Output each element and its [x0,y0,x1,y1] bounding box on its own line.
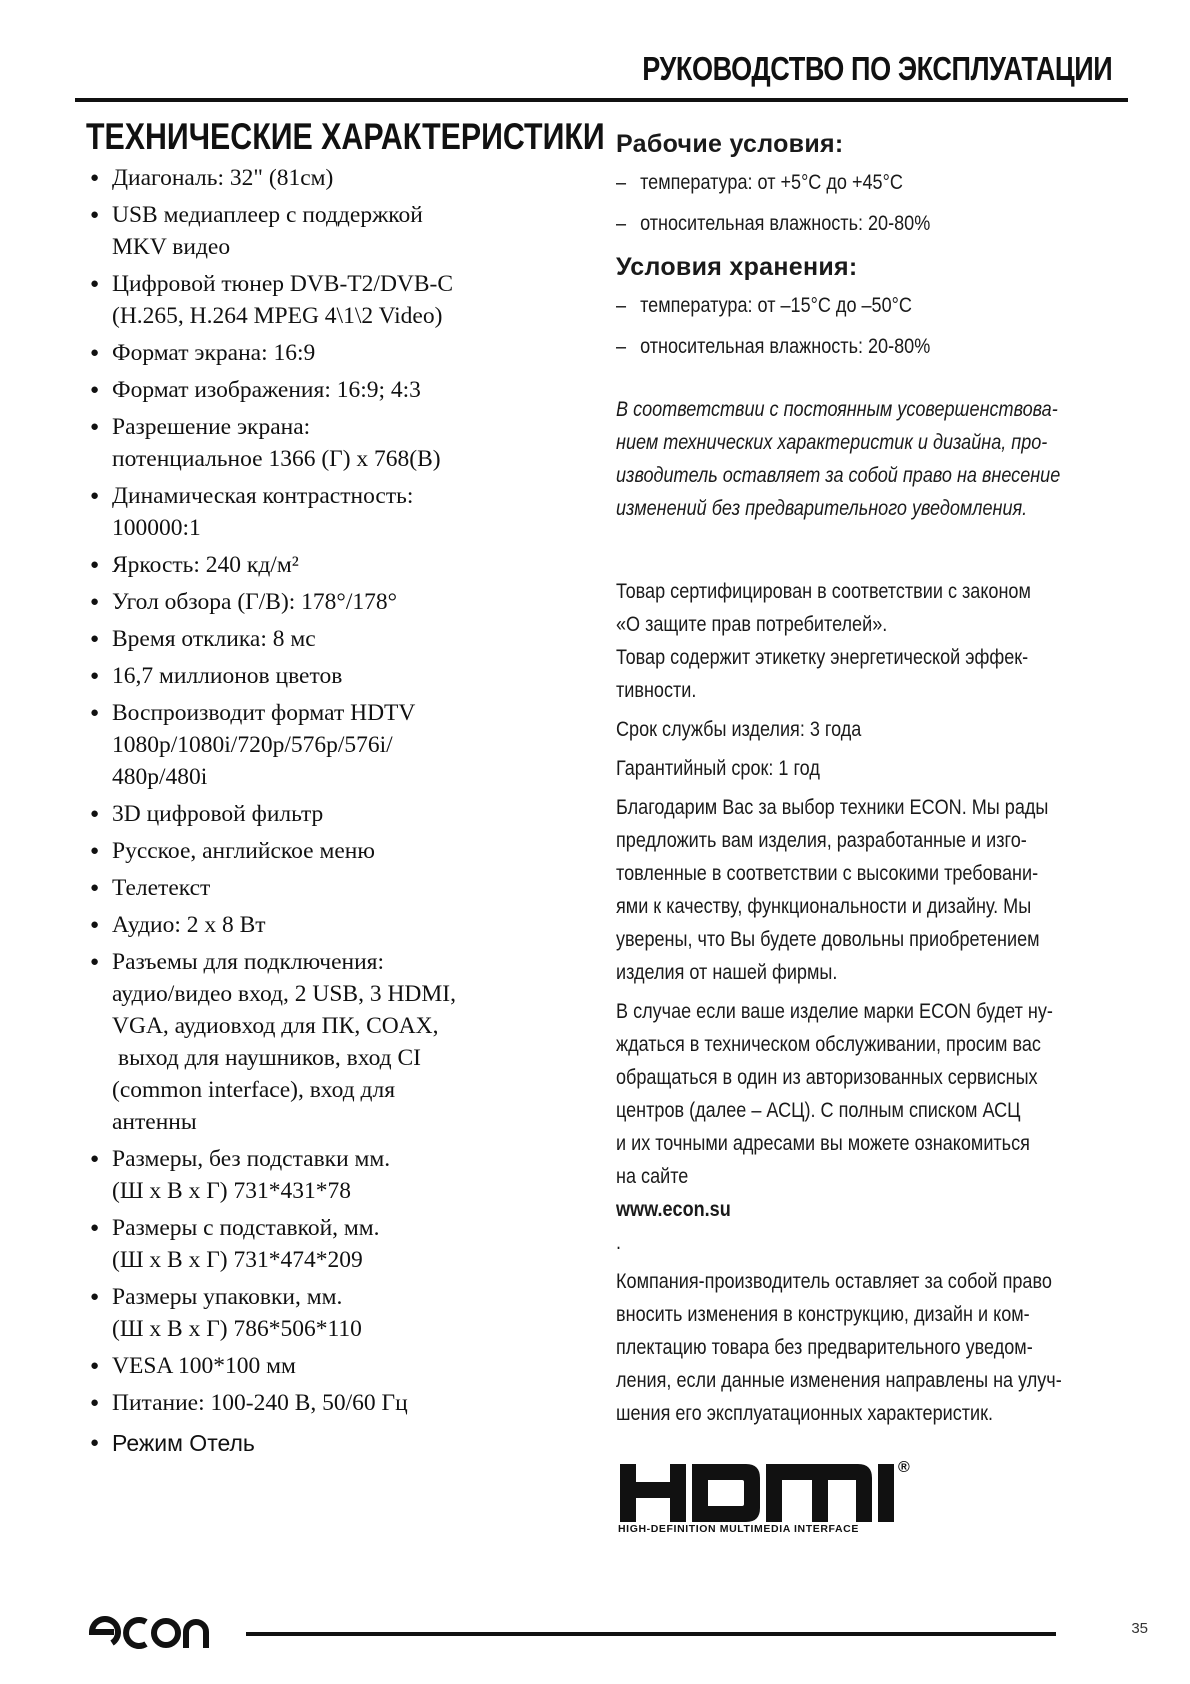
spec-line: потенциальное 1366 (Г) х 768(В) [112,446,441,472]
spec-line: Воспроизводит формат HDTV [112,700,416,726]
spec-item [88,1387,528,1419]
spec-line: (Ш х В х Г) 731*474*209 [112,1247,363,1273]
spec-item [88,660,528,692]
spec-line: Телетекст [112,875,211,901]
spec-line: Формат изображения: 16:9; 4:3 [112,377,421,403]
spec-item [88,480,528,544]
bullet-icon: ● [90,1151,100,1167]
hdmi-logo [618,1450,918,1550]
bullet-icon: ● [90,170,100,186]
specs-list [88,162,528,1464]
paragraph-line: Товар содержит этикетку энергетической эффек- [616,646,1029,669]
right-column [616,130,1088,1430]
paragraph-line: ями к качеству, функциональности и дизайну. Мы [616,895,1032,918]
spec-item [88,411,528,475]
thanks-paragraph [616,791,1089,989]
operating-conditions-title: Рабочие условия: [616,130,844,158]
warranty-paragraph [616,752,1089,785]
dash-marker: – [616,335,627,358]
spec-line: Формат экрана: 16:9 [112,340,316,366]
website-link[interactable]: www.econ.su [616,1198,731,1221]
spec-line: 100000:1 [112,515,201,541]
bullet-icon: ● [90,1434,100,1451]
paragraph-line: шения его эксплуатационных характеристик. [616,1402,994,1425]
bullet-icon: ● [90,207,100,223]
spec-line: (Ш х В х Г) 786*506*110 [112,1316,362,1342]
spec-item [88,162,528,194]
operating-condition-item [616,171,1022,195]
bullet-icon: ● [90,1395,100,1411]
dash-marker: – [616,212,627,235]
header-divider [75,98,1128,102]
bullet-icon: ● [90,954,100,970]
spec-item [88,1281,528,1345]
spec-line: USB медиаплеер с поддержкой [112,202,423,228]
storage-condition-item [616,335,1022,359]
bullet-icon: ● [90,880,100,896]
footer-divider [246,1632,1056,1636]
service-life-paragraph [616,713,1089,746]
condition-text: относительная влажность: 20-80% [640,335,931,358]
spec-item-hotel-mode [88,1427,528,1459]
spec-line: 1080p/1080i/720p/576p/576i/ [112,732,393,758]
spec-line: аудио/видео вход, 2 USB, 3 HDMI, [112,981,456,1007]
bullet-icon: ● [90,488,100,504]
spec-line: Время отклика: 8 мс [112,626,316,652]
page-number: 35 [1131,1620,1148,1637]
condition-text: температура: от –15°C до –50°C [640,294,912,317]
spec-item [88,909,528,941]
spec-item [88,872,528,904]
spec-line: 480p/480i [112,764,208,790]
paragraph-line: изводитель оставляет за собой право на внесение [616,464,1061,487]
storage-conditions-title: Условия хранения: [616,253,858,281]
spec-line: антенны [112,1109,197,1135]
spec-line: 3D цифровой фильтр [112,801,324,827]
paragraph-line: Благодарим Вас за выбор техники ECON. Мы рады [616,796,1049,819]
spec-line: VESA 100*100 мм [112,1353,296,1379]
bullet-icon: ● [90,419,100,435]
spec-item [88,1212,528,1276]
spec-line: Цифровой тюнер DVB-T2/DVB-C [112,271,454,297]
paragraph-line: Товар сертифицирован в соответствии с законом [616,580,1031,603]
spec-line: Размеры упаковки, мм. [112,1284,343,1310]
certification-paragraph [616,575,1089,641]
operating-condition-item [616,212,1022,236]
bullet-icon: ● [90,1220,100,1236]
spec-item [88,1350,528,1382]
spec-item [88,199,528,263]
spec-line: выход для наушников, вход CI [118,1045,421,1071]
specs-title: ТЕХНИЧЕСКИЕ ХАРАКТЕРИСТИКИ [86,116,605,157]
warranty-text: Гарантийный срок: 1 год [616,757,820,780]
hdmi-caption: HIGH-DEFINITION MULTIMEDIA INTERFACE [618,1523,859,1535]
spec-line: Размеры, без подставки мм. [112,1146,391,1172]
registered-mark: ® [898,1459,910,1476]
spec-line: (H.265, H.264 MPEG 4\1\2 Video) [112,303,443,329]
storage-conditions-list [616,294,1088,359]
changes-paragraph [616,1265,1089,1430]
spec-item [88,549,528,581]
paragraph-line: предложить вам изделия, разработанные и изго- [616,829,1027,852]
paragraph-line: плектацию товара без предварительного уведом- [616,1336,1033,1359]
spec-line: Разъемы для подключения: [112,949,385,975]
storage-condition-item [616,294,1022,318]
spec-line: Угол обзора (Г/В): 178°/178° [112,589,397,615]
paragraph-line: ждаться в техническом обслуживании, просим вас [616,1033,1041,1056]
paragraph-line: вносить изменения в конструкцию, дизайн и ком- [616,1303,1030,1326]
spec-item [88,374,528,406]
spec-line: Яркость: 240 кд/м² [112,552,299,578]
spec-line: Разрешение экрана: [112,414,311,440]
paragraph-line: изделия от нашей фирмы. [616,961,838,984]
service-paragraph [616,995,1089,1160]
bullet-icon: ● [90,806,100,822]
spec-line: (Ш х В х Г) 731*431*78 [112,1178,351,1204]
paragraph-line: центров (далее – АСЦ). С полным списком АСЦ [616,1099,1021,1122]
paragraph-line: обращаться в один из авторизованных сервисных [616,1066,1038,1089]
paragraph-line: тивности. [616,679,697,702]
improvement-notice [616,393,1089,525]
spec-item [88,268,528,332]
spec-line: VGA, аудиовход для ПК, COAX, [112,1013,439,1039]
condition-text: относительная влажность: 20-80% [640,212,931,235]
paragraph-line: Компания-производитель оставляет за собой право [616,1270,1052,1293]
spec-line: Режим Отель [112,1430,255,1456]
spec-item [88,798,528,830]
paragraph-line: В соответствии с постоянным усовершенствова- [616,398,1058,421]
bullet-icon: ● [90,382,100,398]
service-last-prefix: на сайте [616,1165,689,1188]
spec-line: (common interface), вход для [112,1077,396,1103]
document-header-title: РУКОВОДСТВО ПО ЭКСПЛУАТАЦИИ [641,50,1112,87]
spec-item [88,697,528,793]
paragraph-line: нием технических характеристик и дизайна, про- [616,431,1048,454]
bullet-icon: ● [90,668,100,684]
bullet-icon: ● [90,843,100,859]
bullet-icon: ● [90,345,100,361]
spec-line: MKV видео [112,234,231,260]
spec-line: Питание: 100-240 В, 50/60 Гц [112,1390,408,1416]
spec-line: Русское, английское меню [112,838,375,864]
paragraph-line: изменений без предварительного уведомления. [616,497,1028,520]
spec-line: Аудио: 2 х 8 Вт [112,912,266,938]
bullet-icon: ● [90,705,100,721]
paragraph-line: ления, если данные изменения направлены на улуч- [616,1369,1062,1392]
spec-item [88,623,528,655]
spec-item [88,835,528,867]
dash-marker: – [616,171,627,194]
spec-line: Размеры с подставкой, мм. [112,1215,380,1241]
paragraph-line: В случае если ваше изделие марки ECON будет ну- [616,1000,1053,1023]
bullet-icon: ● [90,594,100,610]
spec-line: 16,7 миллионов цветов [112,663,343,689]
bullet-icon: ● [90,1358,100,1374]
bullet-icon: ● [90,1289,100,1305]
service-paragraph-last-line [616,1160,1089,1259]
condition-text: температура: от +5°C до +45°C [640,171,903,194]
paragraph-line: «О защите прав потребителей». [616,613,888,636]
service-last-suffix: . [616,1231,622,1254]
spec-item [88,1143,528,1207]
econ-logo [86,1610,216,1654]
bullet-icon: ● [90,917,100,933]
bullet-icon: ● [90,631,100,647]
spec-item [88,586,528,618]
paragraph-line: уверены, что Вы будете довольны приобретением [616,928,1040,951]
energy-label-paragraph [616,641,1089,707]
paragraph-line: товленные в соответствии с высокими требовани- [616,862,1039,885]
operating-conditions-list [616,171,1088,236]
bullet-icon: ● [90,557,100,573]
dash-marker: – [616,294,627,317]
spec-item [88,337,528,369]
service-life-text: Срок службы изделия: 3 года [616,718,862,741]
spec-item [88,946,528,1138]
spec-line: Динамическая контрастность: [112,483,414,509]
spec-line: Диагональ: 32" (81см) [112,165,334,191]
paragraph-line: и их точными адресами вы можете ознакомиться [616,1132,1030,1155]
bullet-icon: ● [90,276,100,292]
